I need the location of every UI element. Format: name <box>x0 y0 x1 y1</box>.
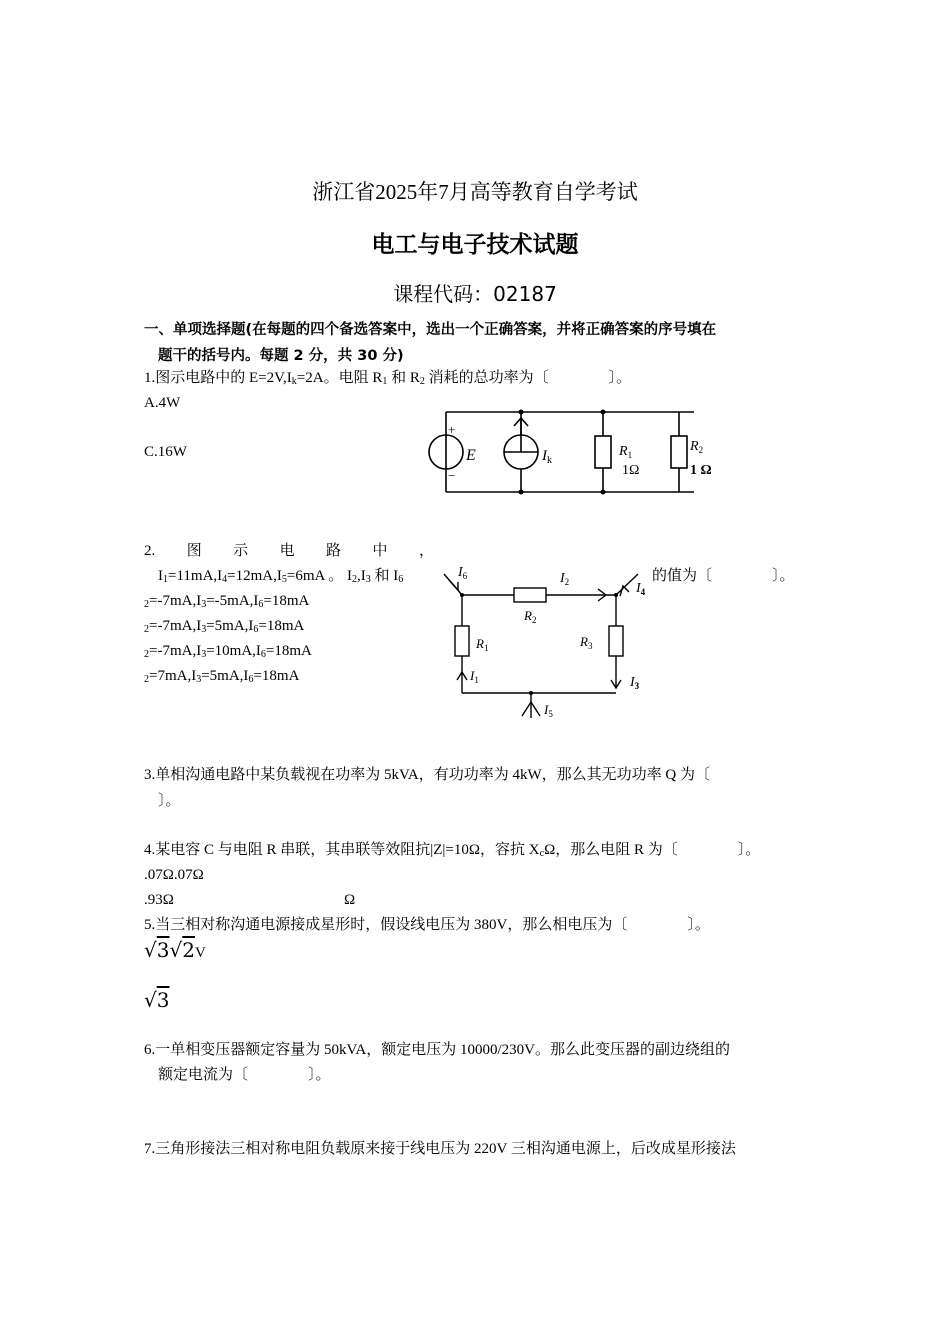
q2-option-3: $_2=-7mA,I_3=10mA,I_6=18mA$ <box>144 643 312 660</box>
q1-text-d: 消耗的总功率为〔 〕。 <box>424 370 632 386</box>
q1-fig-r1-value: 1Ω <box>622 463 640 478</box>
q2-fig-i4: $I_4$ <box>636 581 646 597</box>
q1-fig-minus: − <box>448 468 456 483</box>
q1-text-a: 1.图示电路中的 E=2V,I <box>144 370 292 386</box>
q2-fig-i5: $I_5$ <box>544 702 553 719</box>
question-5-text: 5.当三相对称沟通电源接成星形时，假设线电压为 380V，那么相电压为〔 〕。 <box>144 917 710 933</box>
q1-fig-e: E <box>466 447 476 464</box>
q2-option-2: $_2=-7mA,I_3=5mA,I_6=18mA$ <box>144 618 305 635</box>
q1-circuit-diagram <box>418 400 728 510</box>
exam-header: 浙江省2025年7月高等教育自学考试 <box>312 180 638 204</box>
question-6-line1: 6.一单相变压器额定容量为 50kVA，额定电压为 10000/230V。那么此变压器的副边绕组的 <box>144 1042 730 1058</box>
q2-spread-4: 路 <box>326 543 342 559</box>
q1-text-c: 和 R <box>387 370 420 386</box>
q4-options-2: .93Ω <box>144 892 174 908</box>
q1-sub-c: 2 <box>419 376 425 387</box>
q2-fig-r3: $R_3$ <box>580 634 593 651</box>
q1-sub-b: 1 <box>382 376 388 387</box>
q2-circuit-diagram <box>436 556 658 726</box>
q1-fig-r2: $R_2$ <box>690 439 704 455</box>
question-7-line1: 7.三角形接法三相对称电阻负载原来接于线电压为 220V 三相沟通电源上，后改成星形接法 <box>144 1141 736 1157</box>
q1-option-c: C.16W <box>144 444 187 460</box>
q2-fig-i1: $I_1$ <box>470 668 479 685</box>
q5-sqrt-options: √3√2V <box>144 938 206 962</box>
q2-spread-5: 中 <box>372 543 388 559</box>
q4-options-1: .07Ω.07Ω <box>144 867 204 883</box>
q2-fig-i3: $I_3$ <box>630 675 640 691</box>
q2-option-1: $_2=-7mA,I_3=-5mA,I_6=18mA$ <box>144 593 310 610</box>
q4-options-2b: Ω <box>344 892 356 908</box>
q5-sqrt-option-2: √3 <box>144 988 170 1012</box>
q1-fig-r2-value: 1 Ω <box>690 463 712 478</box>
section-heading-line1: 一、单项选择题(在每题的四个备选答案中，选出一个正确答案，并将正确答案的序号填在 <box>144 322 717 338</box>
exam-subject-title: 电工与电子技术试题 <box>371 232 579 258</box>
q2-spread-text <box>144 542 434 560</box>
q1-option-a: A.4W <box>144 395 181 411</box>
q1-fig-plus: + <box>448 422 456 437</box>
q2-spread-0: 2. <box>144 543 156 559</box>
q2-spread-1: 图 <box>186 543 202 559</box>
question-3-line2: 〕。 <box>158 793 181 809</box>
q2-fig-r2: $R_2$ <box>524 608 537 625</box>
course-code: 课程代码：02187 <box>393 282 557 306</box>
q1-fig-r1: $R_1$ <box>619 444 633 460</box>
q2-fig-i6: $I_6$ <box>458 565 468 581</box>
q2-spread-2: 示 <box>233 543 249 559</box>
question-3-line1: 3.单相沟通电路中某负载视在功率为 5kVA，有功功率为 4kW，那么其无功功率 Q 为〔 <box>144 767 710 783</box>
q2-option-4: $_2=7mA,I_3=5mA,I_6=18mA$ <box>144 668 300 685</box>
q2-spread-6: ， <box>418 543 434 559</box>
q2-given-values: $I_1=11mA,I_4=12mA,I_5=6mA$ 。 $I_2,I_3$ 和 $I_6$ <box>158 568 404 585</box>
question-1-text <box>144 369 631 387</box>
question-6-line2: 额定电流为〔 〕。 <box>158 1067 331 1083</box>
section-heading-line2: 题干的括号内。每题 2 分，共 30 分) <box>158 348 404 364</box>
q2-fig-i2: $I_2$ <box>560 571 570 587</box>
q1-text-b: =2A。电阻 R <box>296 370 383 386</box>
q1-fig-ik: $I_k$ <box>542 448 552 466</box>
q2-question-tail: 的值为〔 〕。 <box>652 568 795 584</box>
q1-sub-a: k <box>291 376 297 387</box>
q2-spread-3: 电 <box>279 543 295 559</box>
question-4-text: 4.某电容 C 与电阻 R 串联，其串联等效阻抗|Z|=10Ω，容抗 $X_c\Omega$，那么电阻 R 为〔 〕。 <box>144 842 761 859</box>
q2-fig-r1: $R_1$ <box>476 636 489 653</box>
